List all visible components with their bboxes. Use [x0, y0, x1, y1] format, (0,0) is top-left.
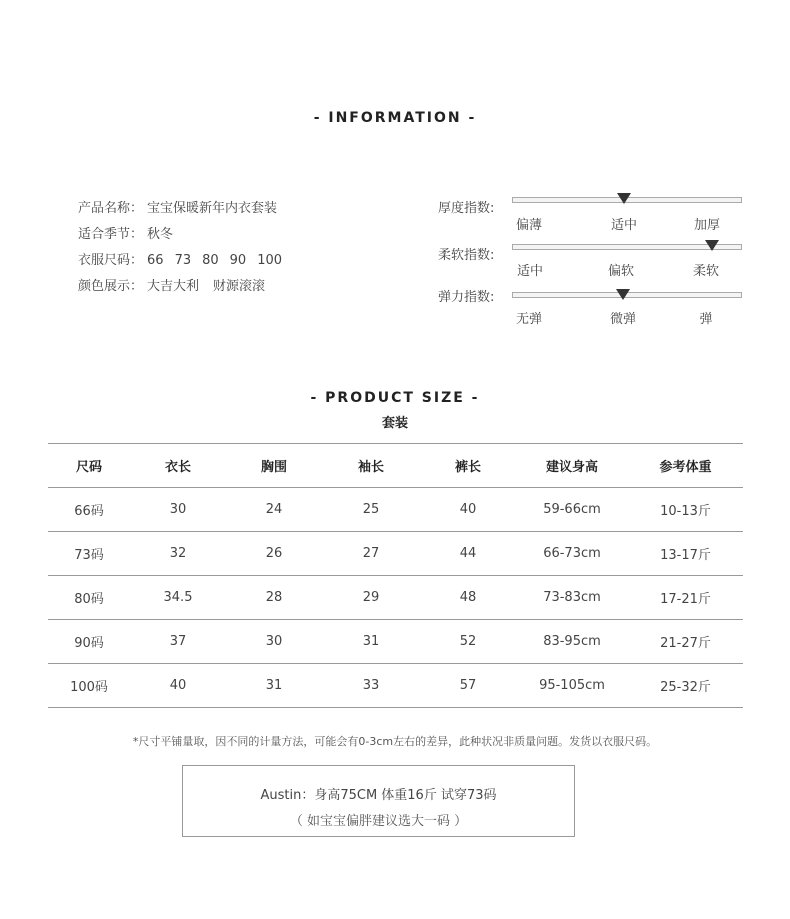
table-cell: 28: [226, 576, 322, 620]
table-header: 尺码: [48, 444, 130, 488]
color-option: 大吉大利: [147, 279, 200, 294]
gauge-label: 厚度指数:: [438, 201, 495, 216]
model-stats: Austin：身高75CM 体重16斤 试穿73码: [260, 788, 497, 803]
table-cell: 90码: [48, 620, 130, 664]
table-cell: 48: [420, 576, 516, 620]
table-cell: 10-13斤: [628, 488, 743, 532]
size-option: 100: [257, 253, 283, 268]
table-cell: 31: [322, 620, 420, 664]
table-header: 裤长: [420, 444, 516, 488]
table-header: 建议身高: [516, 444, 628, 488]
info-product-name: [78, 197, 277, 216]
table-cell: 17-21斤: [628, 576, 743, 620]
model-info-box: [182, 765, 575, 837]
table-cell: 57: [420, 664, 516, 708]
info-colors: [78, 275, 279, 294]
size-option: 80: [202, 253, 219, 268]
table-cell: 59-66cm: [516, 488, 628, 532]
size-option: 66: [147, 253, 164, 268]
table-header: 衣长: [130, 444, 226, 488]
gauge-tick: 偏薄: [515, 218, 543, 233]
product-size-title: - PRODUCT SIZE -: [310, 390, 480, 406]
size-table: [48, 443, 743, 708]
table-header: 胸围: [226, 444, 322, 488]
table-cell: 31: [226, 664, 322, 708]
table-cell: 30: [226, 620, 322, 664]
table-cell: 21-27斤: [628, 620, 743, 664]
size-option: 73: [174, 253, 192, 268]
table-row: [48, 576, 743, 620]
table-cell: 34.5: [130, 576, 226, 620]
product-size-subtitle: 套装: [381, 416, 408, 431]
gauge-tick: 加厚: [693, 218, 721, 233]
table-row: [48, 620, 743, 664]
table-header-row: [48, 444, 743, 488]
gauge-tick: 偏软: [607, 264, 635, 279]
table-cell: 100码: [48, 664, 130, 708]
info-sizes: [78, 249, 293, 268]
table-cell: 80码: [48, 576, 130, 620]
gauge-marker: [616, 289, 630, 300]
gauge-tick: 适中: [610, 218, 638, 233]
table-cell: 73码: [48, 532, 130, 576]
gauge-tick: 柔软: [692, 264, 720, 279]
table-cell: 30: [130, 488, 226, 532]
table-cell: 26: [226, 532, 322, 576]
gauge-tick: 无弹: [515, 312, 543, 327]
table-cell: 40: [130, 664, 226, 708]
table-cell: 37: [130, 620, 226, 664]
gauge-marker: [705, 240, 719, 251]
table-cell: 73-83cm: [516, 576, 628, 620]
gauge-marker: [617, 193, 631, 204]
table-row: [48, 664, 743, 708]
gauge-tick: 适中: [516, 264, 544, 279]
table-cell: 33: [322, 664, 420, 708]
table-cell: 13-17斤: [628, 532, 743, 576]
color-option: 财源滚滚: [213, 279, 266, 294]
info-label: 颜色展示：: [78, 279, 144, 294]
info-label: 产品名称：: [78, 201, 144, 216]
table-cell: 66-73cm: [516, 532, 628, 576]
table-cell: 24: [226, 488, 322, 532]
info-label: 适合季节：: [78, 227, 144, 242]
table-cell: 25-32斤: [628, 664, 743, 708]
gauge-label: 弹力指数:: [438, 290, 495, 305]
information-title: - INFORMATION -: [313, 110, 477, 126]
info-value: [147, 253, 293, 268]
table-cell: 29: [322, 576, 420, 620]
size-option: 90: [229, 253, 247, 268]
table-cell: 25: [322, 488, 420, 532]
table-cell: 27: [322, 532, 420, 576]
info-value: [147, 275, 279, 294]
table-row: [48, 532, 743, 576]
table-cell: 83-95cm: [516, 620, 628, 664]
info-value: 秋冬: [147, 227, 174, 242]
table-cell: 52: [420, 620, 516, 664]
table-cell: 44: [420, 532, 516, 576]
table-header: 参考体重: [628, 444, 743, 488]
info-label: 衣服尺码：: [78, 253, 144, 268]
table-header: 袖长: [322, 444, 420, 488]
table-row: [48, 488, 743, 532]
gauge-label: 柔软指数:: [438, 248, 495, 263]
table-cell: 66码: [48, 488, 130, 532]
table-cell: 32: [130, 532, 226, 576]
info-value: 宝宝保暖新年内衣套装: [147, 201, 278, 216]
measurement-note: *尺寸平铺量取，因不同的计量方法，可能会有0-3cm左右的差异，此种状况非质量问题。发货以衣服尺码。: [132, 735, 658, 748]
table-cell: 40: [420, 488, 516, 532]
table-cell: 95-105cm: [516, 664, 628, 708]
model-tip: （ 如宝宝偏胖建议选大一码 ）: [289, 814, 468, 829]
gauge-tick: 微弹: [609, 312, 637, 327]
info-season: [78, 223, 173, 242]
gauge-tick: 弹: [699, 312, 713, 327]
